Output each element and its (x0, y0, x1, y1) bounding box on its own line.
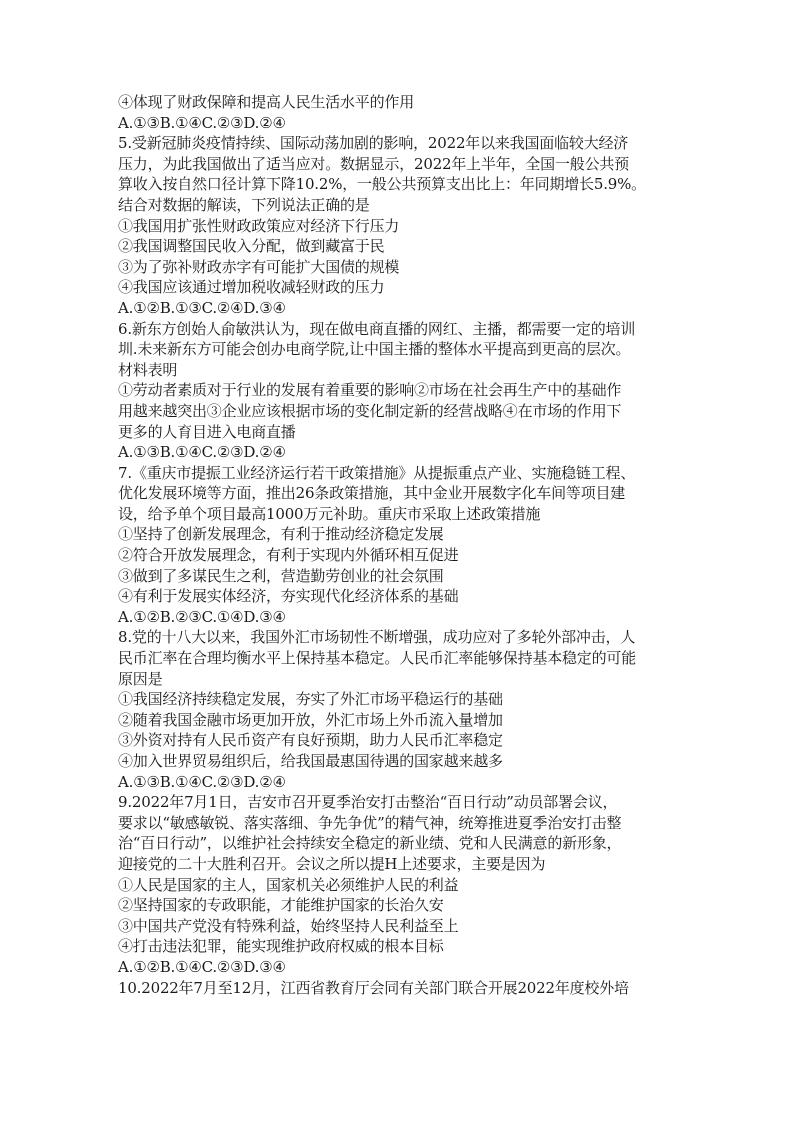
question-5-text: 结合对数据的解读，下列说法正确的是 (118, 195, 370, 214)
question-8-text: 原因是 (118, 669, 163, 688)
answer-options: A.①③B.①④C.②③D.②④ (118, 443, 286, 462)
question-8-text: 8.党的十八大以来，我国外汇市场韧性不断增强，成功应对了多轮外部冲击，人 (118, 628, 636, 647)
statement-item: ④我国应该通过增加税收减轻财政的压力 (118, 278, 385, 297)
statement-item: ①我国用扩张性财政政策应对经济下行压力 (118, 216, 400, 235)
question-6-text: 材料表明 (118, 360, 178, 379)
question-7-text: 7.《重庆市提振工业经济运行若干政策措施》从提振重点产业、实施稳链工程、 (118, 463, 636, 482)
answer-options: A.①③B.①④C.②③D.②④ (118, 113, 286, 132)
question-6-text: 6.新东方创始人俞敏洪认为，现在做电商直播的网红、主播，都需要一定的培训 (118, 319, 636, 338)
statement-item: ①劳动者素质对于行业的发展有着重要的影响②市场在社会再生产中的基础作 (118, 381, 622, 400)
question-7-text: 设，给予单个项目最高1000万元补助。重庆市采取上述政策措施 (118, 504, 541, 523)
question-5-text: 压力，为此我国做出了适当应对。数据显示，2022年上半年，全国一般公共预 (118, 154, 629, 173)
statement-item: ①坚持了创新发展理念，有利于推动经济稳定发展 (118, 525, 444, 544)
statement-item: ②随着我国金融市场更加开放，外汇市场上外币流入量增加 (118, 710, 503, 729)
question-8-text: 民币汇率在合理均衡水平上保持基本稳定。人民币汇率能够保持基本稳定的可能 (118, 649, 637, 668)
statement-item: ④有利于发展实体经济，夯实现代化经济体系的基础 (118, 587, 459, 606)
statement-item: ①人民是国家的主人，国家机关必须维护人民的利益 (118, 875, 459, 894)
statement-item: 更多的人育目进入电商直播 (118, 422, 296, 441)
question-7-text: 优化发展环境等方面，推出26条政策措施，其中金业开展数字化车间等项目建 (118, 484, 626, 503)
answer-options: A.①②B.②③C.①④D.③④ (118, 607, 286, 626)
text-line: ④体现了财政保障和提高人民生活水平的作用 (118, 93, 415, 111)
question-9-text: 迎接党的二十大胜利召开。会议之所以提H上述要求，主要是因为 (118, 854, 546, 873)
answer-options: A.①②B.①③C.②④D.③④ (118, 298, 286, 317)
statement-item: ④加入世界贸易组织后，给我国最惠国待遇的国家越来越多 (118, 752, 503, 770)
question-9-text: 治“百日行动”，以维护社会持续安全稳定的新业绩、党和人民满意的新形象， (118, 834, 622, 853)
statement-item: ③外资对持有人民币资产有良好预期，助力人民币汇率稳定 (118, 731, 503, 750)
question-9-text: 9.2022年7月1日，吉安市召开夏季治安打击整治“百日行动”动员部署会议， (118, 793, 618, 812)
statement-item: ②符合开放发展理念，有利于实现内外循环相互促进 (118, 546, 459, 565)
answer-options: A.①③B.①④C.②③D.②④ (118, 772, 286, 791)
statement-item: ③做到了多谋民生之利，营造勤劳创业的社会氛围 (118, 566, 444, 585)
question-5-text: 算收入按自然口径计算下降10.2%，一般公共预算支出比上：年同期增长5.9%。 (118, 175, 646, 194)
question-10-text: 10.2022年7月至12月，江西省教育厅会同有关部门联合开展2022年度校外培 (118, 978, 629, 997)
statement-item: ①我国经济持续稳定发展，夯实了外汇市场平稳运行的基础 (118, 690, 503, 709)
statement-item: ③为了弥补财政赤字有可能扩大国债的规模 (118, 257, 400, 276)
statement-item: 用越来越突出③企业应该根据市场的变化制定新的经营战略④在市场的作用下 (118, 401, 622, 420)
statement-item: ④打击违法犯罪，能实现维护政府权威的根本目标 (118, 937, 444, 956)
answer-options: A.①②B.①④C.②③D.③④ (118, 957, 286, 976)
statement-item: ②我国调整国民收入分配，做到藏富于民 (118, 237, 385, 256)
question-9-text: 要求以“敏感敏锐、落实落细、争先争优”的精气神，统筹推进夏季治安打击整 (118, 813, 622, 832)
statement-item: ③中国共产党没有特殊利益，始终坚持人民利益至上 (118, 916, 459, 935)
statement-item: ②坚持国家的专政职能，才能维护国家的长治久安 (118, 896, 444, 915)
question-5-text: 5.受新冠肺炎疫情持续、国际动荡加剧的影响，2022年以来我国面临较大经济 (118, 134, 629, 153)
question-6-text: 圳.未来新东方可能会创办电商学院,让中国主播的整体水平提高到更高的层次。 (118, 340, 631, 359)
document-page (118, 92, 690, 998)
